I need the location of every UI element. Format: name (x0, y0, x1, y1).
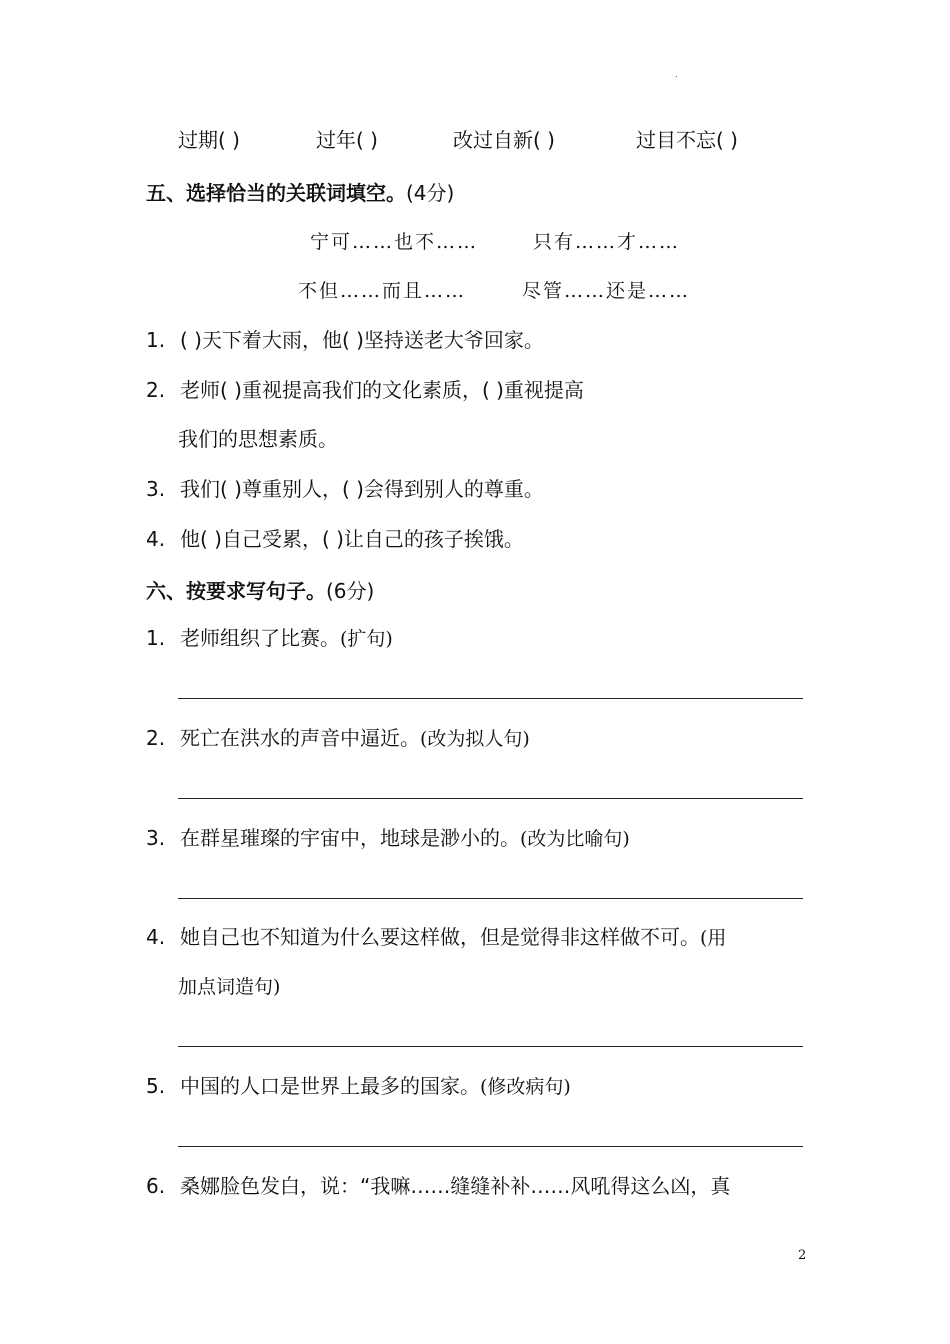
question-text: 老师组织了比赛。 (180, 626, 340, 650)
question-number: 2. (146, 726, 166, 750)
question-text: 在群星璀璨的宇宙中，地球是渺小的。 (180, 826, 520, 850)
question-number: 5. (146, 1074, 166, 1098)
s6-question-4-cont (178, 972, 280, 1001)
s6-question-4 (146, 923, 726, 952)
answer-line-5[interactable] (178, 1146, 803, 1147)
question-requirement: (扩句) (340, 628, 393, 650)
question-text: 她自己也不知道为什么要这样做，但是觉得非这样做不可。 (180, 925, 700, 949)
conjunction-option-1: 宁可……也不…… (310, 231, 479, 253)
s6-question-3 (146, 824, 630, 853)
question-requirement: (改为比喻句) (520, 828, 630, 850)
question-text: 老师( )重视提高我们的文化素质，( )重视提高 (180, 378, 584, 402)
question-text: ( )天下着大雨，他( )坚持送老大爷回家。 (180, 328, 544, 352)
s5-question-1 (146, 326, 544, 354)
s6-question-1 (146, 624, 393, 653)
s5-question-4 (146, 525, 524, 553)
question-number: 6. (146, 1174, 166, 1198)
question-number: 4. (146, 925, 166, 949)
s6-question-5 (146, 1072, 571, 1101)
word-item-4: 过目不忘( ) (636, 128, 738, 152)
answer-line-3[interactable] (178, 898, 803, 899)
question-text: 死亡在洪水的声音中逼近。 (180, 726, 420, 750)
question-text: 我们( )尊重别人，( )会得到别人的尊重。 (180, 477, 544, 501)
question-number: 4. (146, 527, 166, 551)
word-item-2: 过年( ) (316, 128, 378, 152)
page-number: 2 (798, 1248, 807, 1263)
word-item-1: 过期( ) (178, 128, 240, 152)
word-item-3: 改过自新( ) (453, 128, 555, 152)
question-text: 桑娜脸色发白，说：“我嘛……缝缝补补……风吼得这么凶，真 (180, 1174, 731, 1198)
question-number: 3. (146, 826, 166, 850)
question-text: 他( )自己受累，( )让自己的孩子挨饿。 (180, 527, 524, 551)
s5-question-3 (146, 475, 544, 503)
answer-line-1[interactable] (178, 698, 803, 699)
conjunction-option-4: 尽管……还是…… (522, 280, 691, 302)
question-number: 1. (146, 328, 166, 352)
conjunction-option-3: 不但……而且…… (298, 280, 467, 302)
question-text: 中国的人口是世界上最多的国家。 (180, 1074, 480, 1098)
s6-question-2 (146, 724, 530, 753)
conjunction-option-2: 只有……才…… (533, 231, 681, 253)
section5-heading (146, 177, 454, 206)
question-requirement-cont: 加点词造句) (178, 976, 281, 998)
question-number: 1. (146, 626, 166, 650)
section5-title: 五、选择恰当的关联词填空。 (146, 181, 406, 205)
section6-score: (6分) (326, 579, 375, 603)
answer-line-2[interactable] (178, 798, 803, 799)
question-requirement: (修改病句) (480, 1076, 571, 1098)
top-dot-mark: . (675, 70, 678, 79)
question-requirement: (改为拟人句) (420, 728, 530, 750)
section6-heading (146, 575, 374, 604)
s5-question-2-cont: 我们的思想素质。 (178, 427, 338, 451)
question-requirement: (用 (700, 927, 727, 949)
section6-title: 六、按要求写句子。 (146, 579, 326, 603)
answer-line-4[interactable] (178, 1046, 803, 1047)
question-number: 2. (146, 378, 166, 402)
s6-question-6 (146, 1172, 730, 1200)
s5-question-2 (146, 376, 584, 404)
section5-score: (4分) (406, 181, 455, 205)
question-number: 3. (146, 477, 166, 501)
